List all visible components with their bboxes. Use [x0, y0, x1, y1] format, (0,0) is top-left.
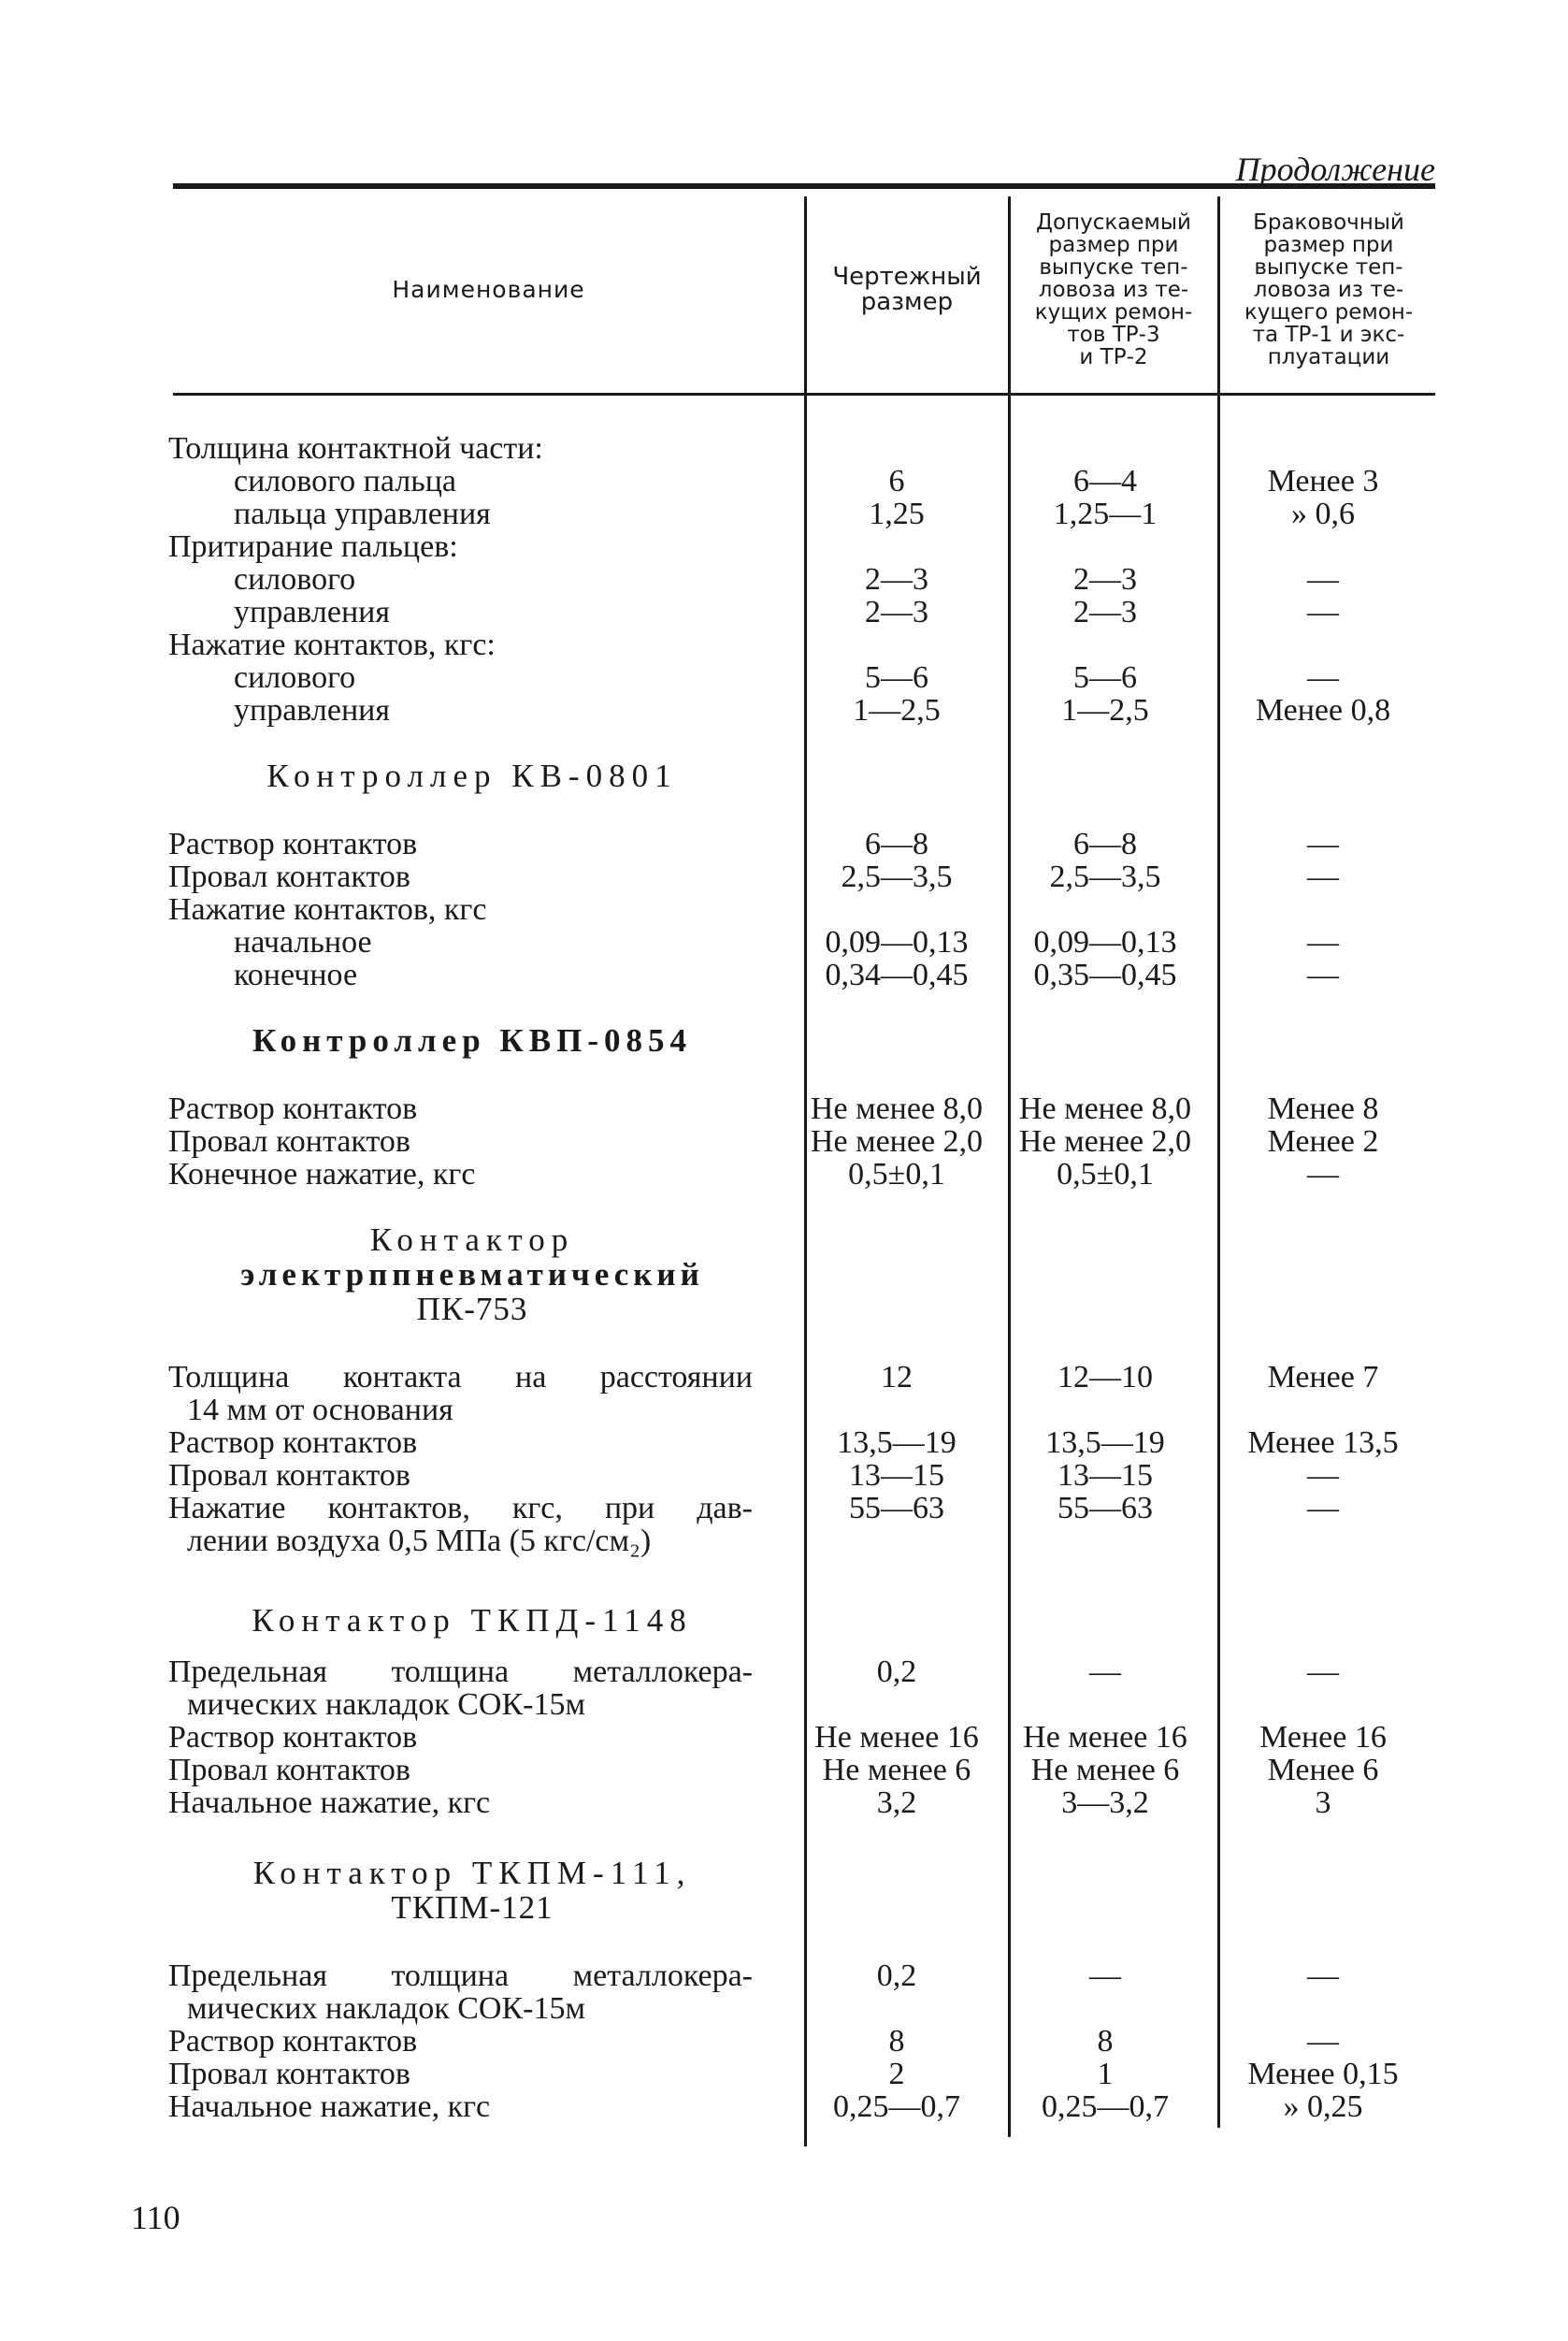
cell-allowed: 13—15 [1057, 1458, 1153, 1493]
cell-reject: Менее 13,5 [1247, 1425, 1399, 1460]
table-row [0, 629, 1568, 662]
table-row [0, 1525, 1568, 1558]
page-number: 110 [131, 2199, 180, 2236]
table-row [0, 1158, 1568, 1192]
cell-drawing: 6 [888, 464, 905, 499]
table-row [0, 530, 1568, 564]
cell-drawing: Не менее 8,0 [810, 1091, 984, 1126]
cell-allowed: 3—3,2 [1061, 1785, 1149, 1820]
cell-allowed: — [1089, 1655, 1121, 1689]
cell-reject: — [1307, 1655, 1339, 1689]
row-name: управления [234, 693, 390, 728]
cell-drawing: 2—3 [865, 595, 928, 629]
table-row [0, 959, 1568, 992]
row-name: Нажатие контактов, кгс, при дав- [168, 1491, 753, 1525]
row-name: мических накладок СОК-15м [187, 1687, 585, 1722]
cell-drawing: 5—6 [865, 660, 928, 695]
table-row [0, 1125, 1568, 1159]
row-name: конечное [234, 958, 358, 992]
section-title-kv-0801: Контроллер КВ-0801 [266, 758, 678, 794]
row-name: Провал контактов [168, 1458, 410, 1493]
cell-reject: Менее 0,8 [1255, 693, 1391, 728]
row-name: силового [234, 562, 356, 597]
cell-drawing: 2 [888, 2057, 905, 2091]
header-allowed-size: Допускаемый размер при выпуске теп- ловоза из те- кущих ремон- тов ТР-3 и ТР-2 [1034, 210, 1193, 370]
cell-drawing: 12 [881, 1360, 913, 1394]
cell-reject: » 0,25 [1283, 2089, 1363, 2124]
cell-reject: Менее 3 [1267, 464, 1379, 499]
continuation-label: Продолжение [1235, 151, 1435, 188]
header-drawing-size: Чертежный размер [832, 262, 982, 316]
cell-drawing: 13,5—19 [837, 1425, 957, 1460]
table-row [0, 1754, 1568, 1787]
cell-allowed: Не менее 8,0 [1018, 1091, 1192, 1126]
table-row [0, 2025, 1568, 2059]
cell-allowed: 2—3 [1073, 562, 1137, 597]
header-name: Наименование [392, 275, 585, 303]
cell-reject: — [1307, 1958, 1339, 1993]
cell-allowed: 0,35—0,45 [1033, 958, 1177, 992]
table-row [0, 1459, 1568, 1493]
cell-reject: — [1307, 562, 1339, 597]
table-row [0, 1394, 1568, 1427]
table-row [0, 2058, 1568, 2091]
cell-drawing: 1—2,5 [853, 693, 941, 728]
cell-drawing: 0,25—0,7 [833, 2089, 960, 2124]
table-row [0, 596, 1568, 629]
cell-drawing: 2—3 [865, 562, 928, 597]
row-name: Раствор контактов [168, 1720, 418, 1755]
cell-drawing: Не менее 16 [814, 1720, 979, 1755]
cell-reject: — [1307, 860, 1339, 894]
cell-allowed: 55—63 [1057, 1491, 1153, 1525]
row-name: Притирание пальцев: [168, 529, 458, 564]
row-name: Начальное нажатие, кгс [168, 1785, 491, 1820]
section-title-contactor: Контактор [369, 1221, 575, 1258]
cell-allowed: 1,25—1 [1053, 497, 1158, 531]
cell-allowed: 1—2,5 [1061, 693, 1149, 728]
cell-reject: — [1307, 2024, 1339, 2059]
cell-drawing: 0,2 [876, 1655, 917, 1689]
cell-drawing: Не менее 6 [822, 1753, 971, 1787]
table-row [0, 860, 1568, 894]
section-title-electropneumatic: электрппневматический [240, 1256, 704, 1293]
cell-allowed: 6—4 [1073, 464, 1137, 499]
cell-reject: Менее 8 [1267, 1091, 1379, 1126]
section-title-tkpm-121: ТКПМ-121 [391, 1889, 554, 1926]
row-name: управления [234, 595, 390, 629]
header-reject-size: Браковочный размер при выпуске теп- ловоза из те- кущего ремон- та ТР-1 и экс- плуатации [1244, 210, 1414, 370]
cell-allowed: Не менее 16 [1023, 1720, 1187, 1755]
cell-reject: — [1307, 660, 1339, 695]
row-name: Нажатие контактов, кгс [168, 892, 487, 927]
table-top-rule [173, 183, 1435, 189]
cell-drawing: 55—63 [849, 1491, 944, 1525]
row-name: лении воздуха 0,5 МПа (5 кгс/см₂) [187, 1524, 652, 1558]
row-name: Раствор контактов [168, 827, 418, 861]
table-row [0, 1992, 1568, 2026]
cell-drawing: 0,5±0,1 [848, 1157, 945, 1192]
cell-drawing: 0,2 [876, 1958, 917, 1993]
cell-drawing: Не менее 2,0 [810, 1124, 984, 1159]
row-name: мических накладок СОК-15м [187, 1991, 585, 2026]
cell-drawing: 8 [888, 2024, 905, 2059]
cell-reject: Менее 0,15 [1247, 2057, 1399, 2091]
cell-drawing: 0,34—0,45 [825, 958, 969, 992]
row-name: силового пальца [234, 464, 457, 499]
row-name: Предельная толщина металлокера- [168, 1958, 753, 1993]
cell-reject: » 0,6 [1291, 497, 1355, 531]
cell-allowed: Не менее 6 [1030, 1753, 1180, 1787]
cell-reject: Менее 6 [1267, 1753, 1379, 1787]
table-row [0, 893, 1568, 927]
row-name: Конечное нажатие, кгс [168, 1157, 476, 1192]
cell-drawing: 2,5—3,5 [841, 860, 953, 894]
cell-reject: — [1307, 958, 1339, 992]
row-name: силового [234, 660, 356, 695]
row-name: Толщина контактной части: [168, 431, 543, 466]
cell-reject: Менее 7 [1267, 1360, 1379, 1394]
row-name: Нажатие контактов, кгс: [168, 628, 496, 662]
row-name: Раствор контактов [168, 2024, 418, 2059]
cell-drawing: 13—15 [849, 1458, 944, 1493]
table-row [0, 1959, 1568, 1993]
cell-reject: Менее 16 [1259, 1720, 1387, 1755]
table-row [0, 1426, 1568, 1460]
table-row [0, 1361, 1568, 1394]
cell-allowed: 13,5—19 [1045, 1425, 1165, 1460]
row-name: пальца управления [234, 497, 491, 531]
cell-reject: 3 [1315, 1785, 1331, 1820]
cell-allowed: 0,25—0,7 [1042, 2089, 1169, 2124]
cell-drawing: 0,09—0,13 [825, 925, 969, 960]
table-row [0, 1688, 1568, 1722]
table-row [0, 1092, 1568, 1126]
section-title-pk-753: ПК-753 [416, 1291, 528, 1327]
cell-allowed: 2—3 [1073, 595, 1137, 629]
cell-reject: — [1307, 1157, 1339, 1192]
cell-allowed: 5—6 [1073, 660, 1137, 695]
cell-reject: — [1307, 595, 1339, 629]
row-name: начальное [234, 925, 372, 960]
row-name: Провал контактов [168, 2057, 410, 2091]
cell-allowed: 0,09—0,13 [1033, 925, 1177, 960]
table-row [0, 661, 1568, 695]
cell-drawing: 1,25 [869, 497, 925, 531]
cell-reject: — [1307, 1458, 1339, 1493]
table-row [0, 828, 1568, 861]
row-name: Начальное нажатие, кгс [168, 2089, 491, 2124]
row-name: Толщина контакта на расстоянии [168, 1360, 753, 1394]
table-row [0, 1492, 1568, 1525]
table-row [0, 694, 1568, 728]
section-title-kvp-0854: Контроллер КВП-0854 [252, 1022, 693, 1059]
table-row [0, 1721, 1568, 1755]
row-name: Раствор контактов [168, 1091, 418, 1126]
table-row [0, 498, 1568, 531]
table-row [0, 2090, 1568, 2124]
table-row [0, 563, 1568, 597]
cell-allowed: Не менее 2,0 [1018, 1124, 1192, 1159]
cell-reject: — [1307, 1491, 1339, 1525]
table-row [0, 926, 1568, 960]
cell-allowed: 8 [1097, 2024, 1114, 2059]
table-row [0, 1655, 1568, 1689]
row-name: Провал контактов [168, 1124, 410, 1159]
table-row [0, 1786, 1568, 1820]
cell-allowed: — [1089, 1958, 1121, 1993]
table-row [0, 465, 1568, 499]
row-name: Провал контактов [168, 1753, 410, 1787]
section-title-tkpd-1148: Контактор ТКПД-1148 [252, 1602, 693, 1639]
table-row [0, 432, 1568, 466]
cell-reject: — [1307, 827, 1339, 861]
cell-allowed: 6—8 [1073, 827, 1137, 861]
cell-drawing: 6—8 [865, 827, 928, 861]
row-name: Предельная толщина металлокера- [168, 1655, 753, 1689]
cell-allowed: 0,5±0,1 [1057, 1157, 1154, 1192]
cell-allowed: 1 [1097, 2057, 1114, 2091]
row-name: Раствор контактов [168, 1425, 418, 1460]
cell-reject: Менее 2 [1267, 1124, 1379, 1159]
cell-allowed: 2,5—3,5 [1049, 860, 1161, 894]
cell-drawing: 3,2 [876, 1785, 917, 1820]
row-name: Провал контактов [168, 860, 410, 894]
row-name: 14 мм от основания [187, 1393, 453, 1427]
cell-reject: — [1307, 925, 1339, 960]
cell-allowed: 12—10 [1057, 1360, 1153, 1394]
section-title-tkpm-111: Контактор ТКПМ-111, [252, 1855, 692, 1891]
